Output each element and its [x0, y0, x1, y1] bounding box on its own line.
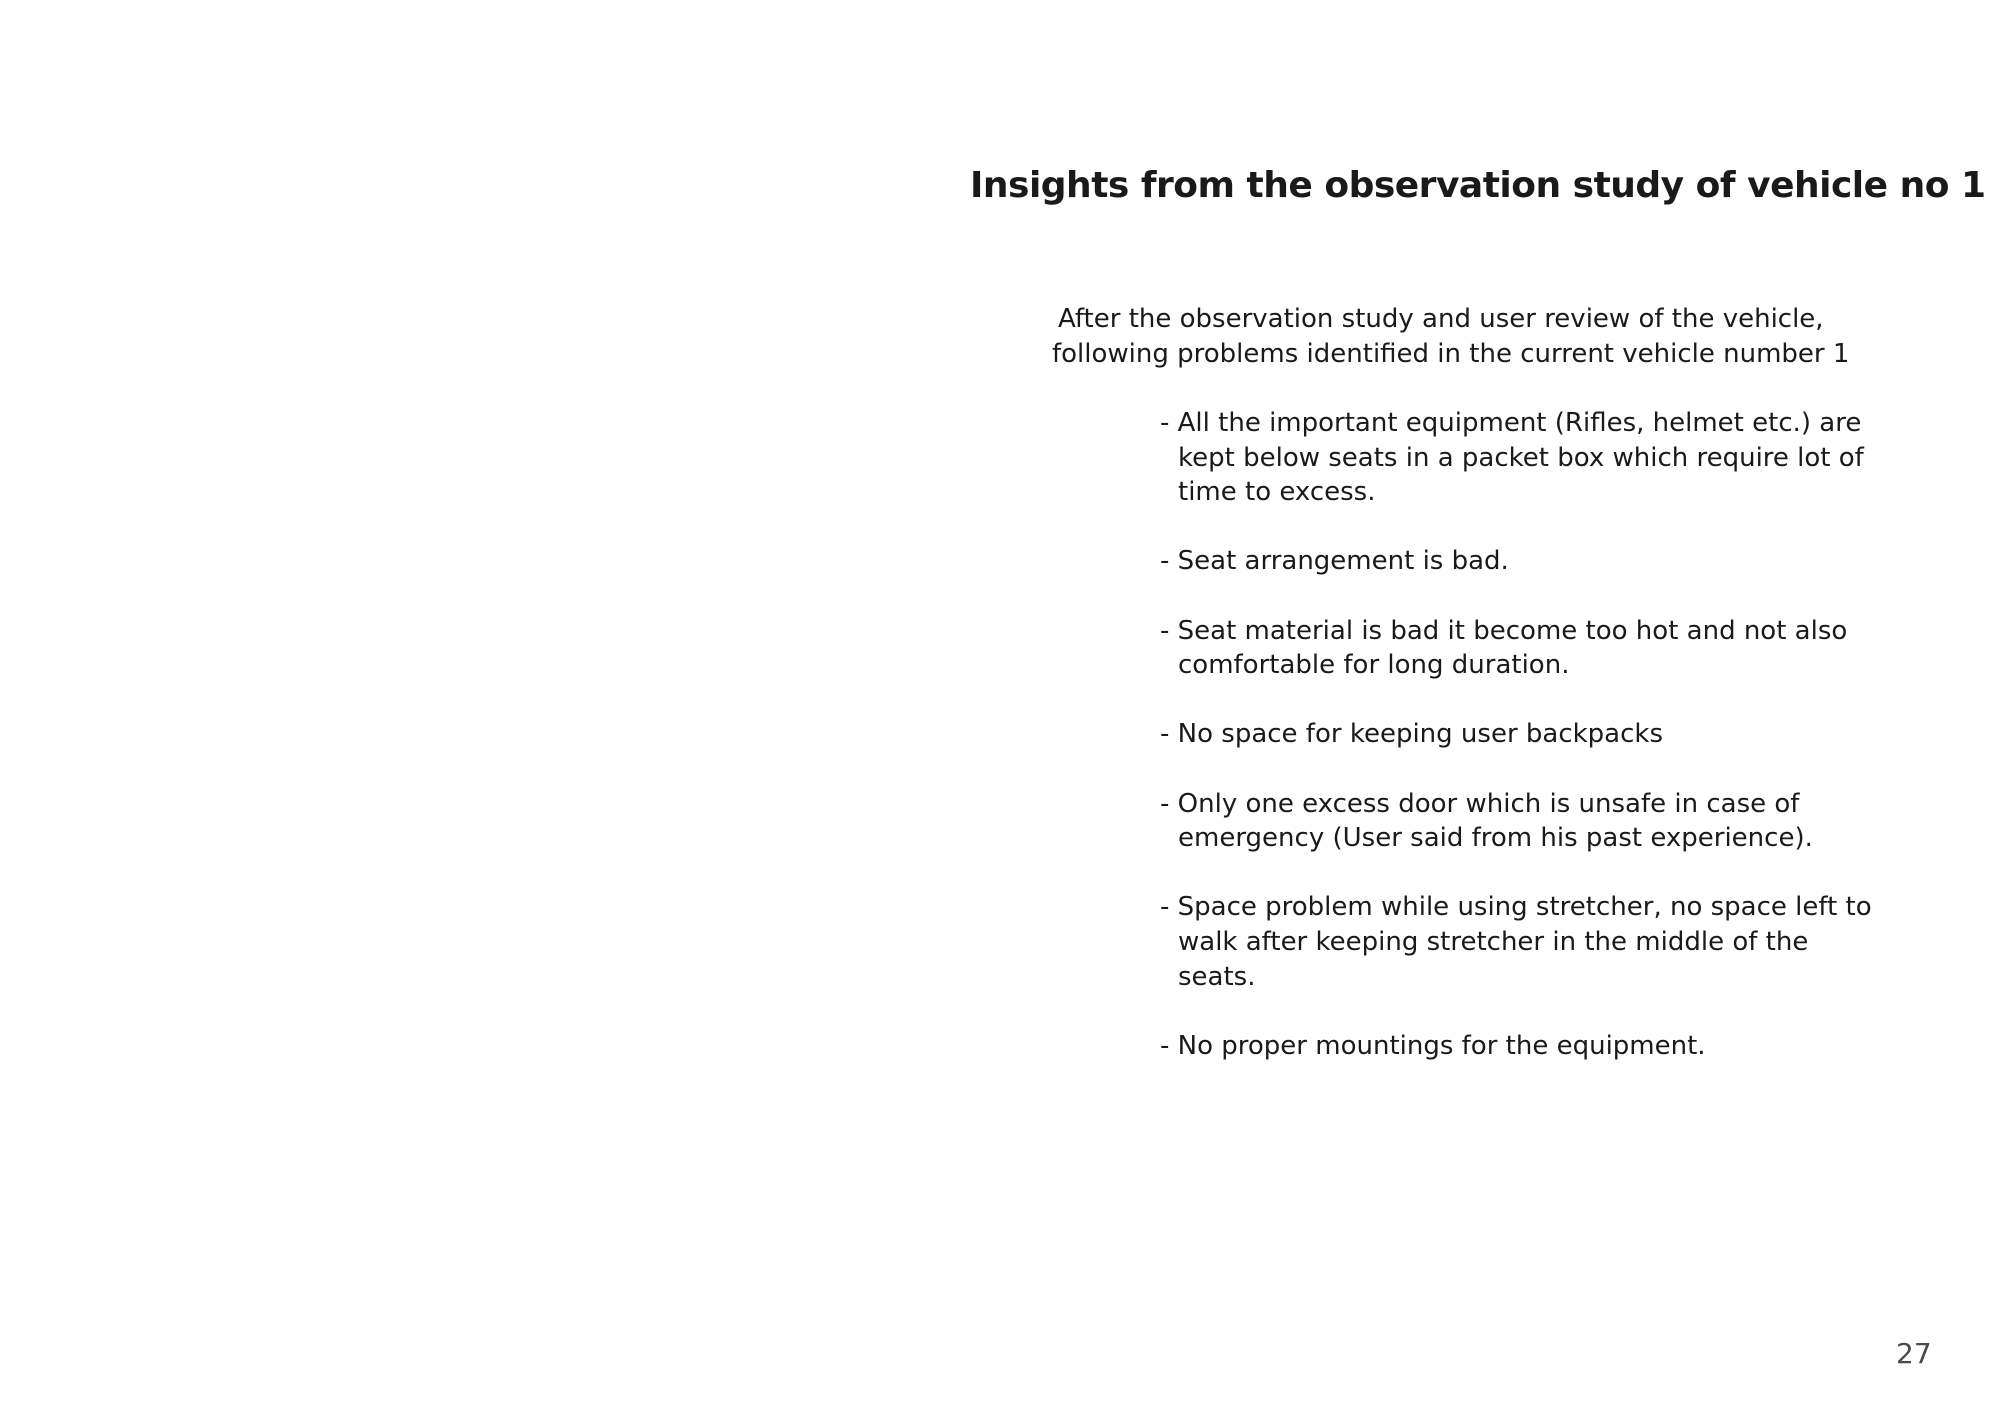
problem-item-backpack-space: - No space for keeping user backpacks	[1160, 719, 1664, 750]
problem-item-equipment-mountings: - No proper mountings for the equipment.	[1160, 1030, 1706, 1061]
problem-item-single-door: - Only one excess door which is unsafe in case of emergency (User said from his past experience).	[1160, 788, 1813, 854]
problem-item-seat-arrangement: - Seat arrangement is bad.	[1160, 546, 1509, 577]
intro-paragraph	[1052, 302, 1882, 371]
intro-line-2: following problems identified in the current vehicle number 1	[1052, 338, 1850, 369]
problem-item-equipment-storage: - All the important equipment (Rifles, helmet etc.) are kept below seats in a packet box which require lot of time to excess.	[1160, 408, 1864, 508]
problem-item-seat-material: - Seat material is bad it become too hot and not also comfortable for long duration.	[1160, 615, 1848, 681]
problem-item-stretcher-space: - Space problem while using stretcher, no space left to walk after keeping stretcher in the middle of the seats.	[1160, 892, 1872, 992]
page-number: 27	[1896, 1337, 1932, 1370]
problems-list	[1160, 406, 1880, 1098]
page-title: Insights from the observation study of vehicle no 1	[970, 165, 1986, 206]
intro-line-1: After the observation study and user review of the vehicle,	[1058, 304, 1824, 334]
